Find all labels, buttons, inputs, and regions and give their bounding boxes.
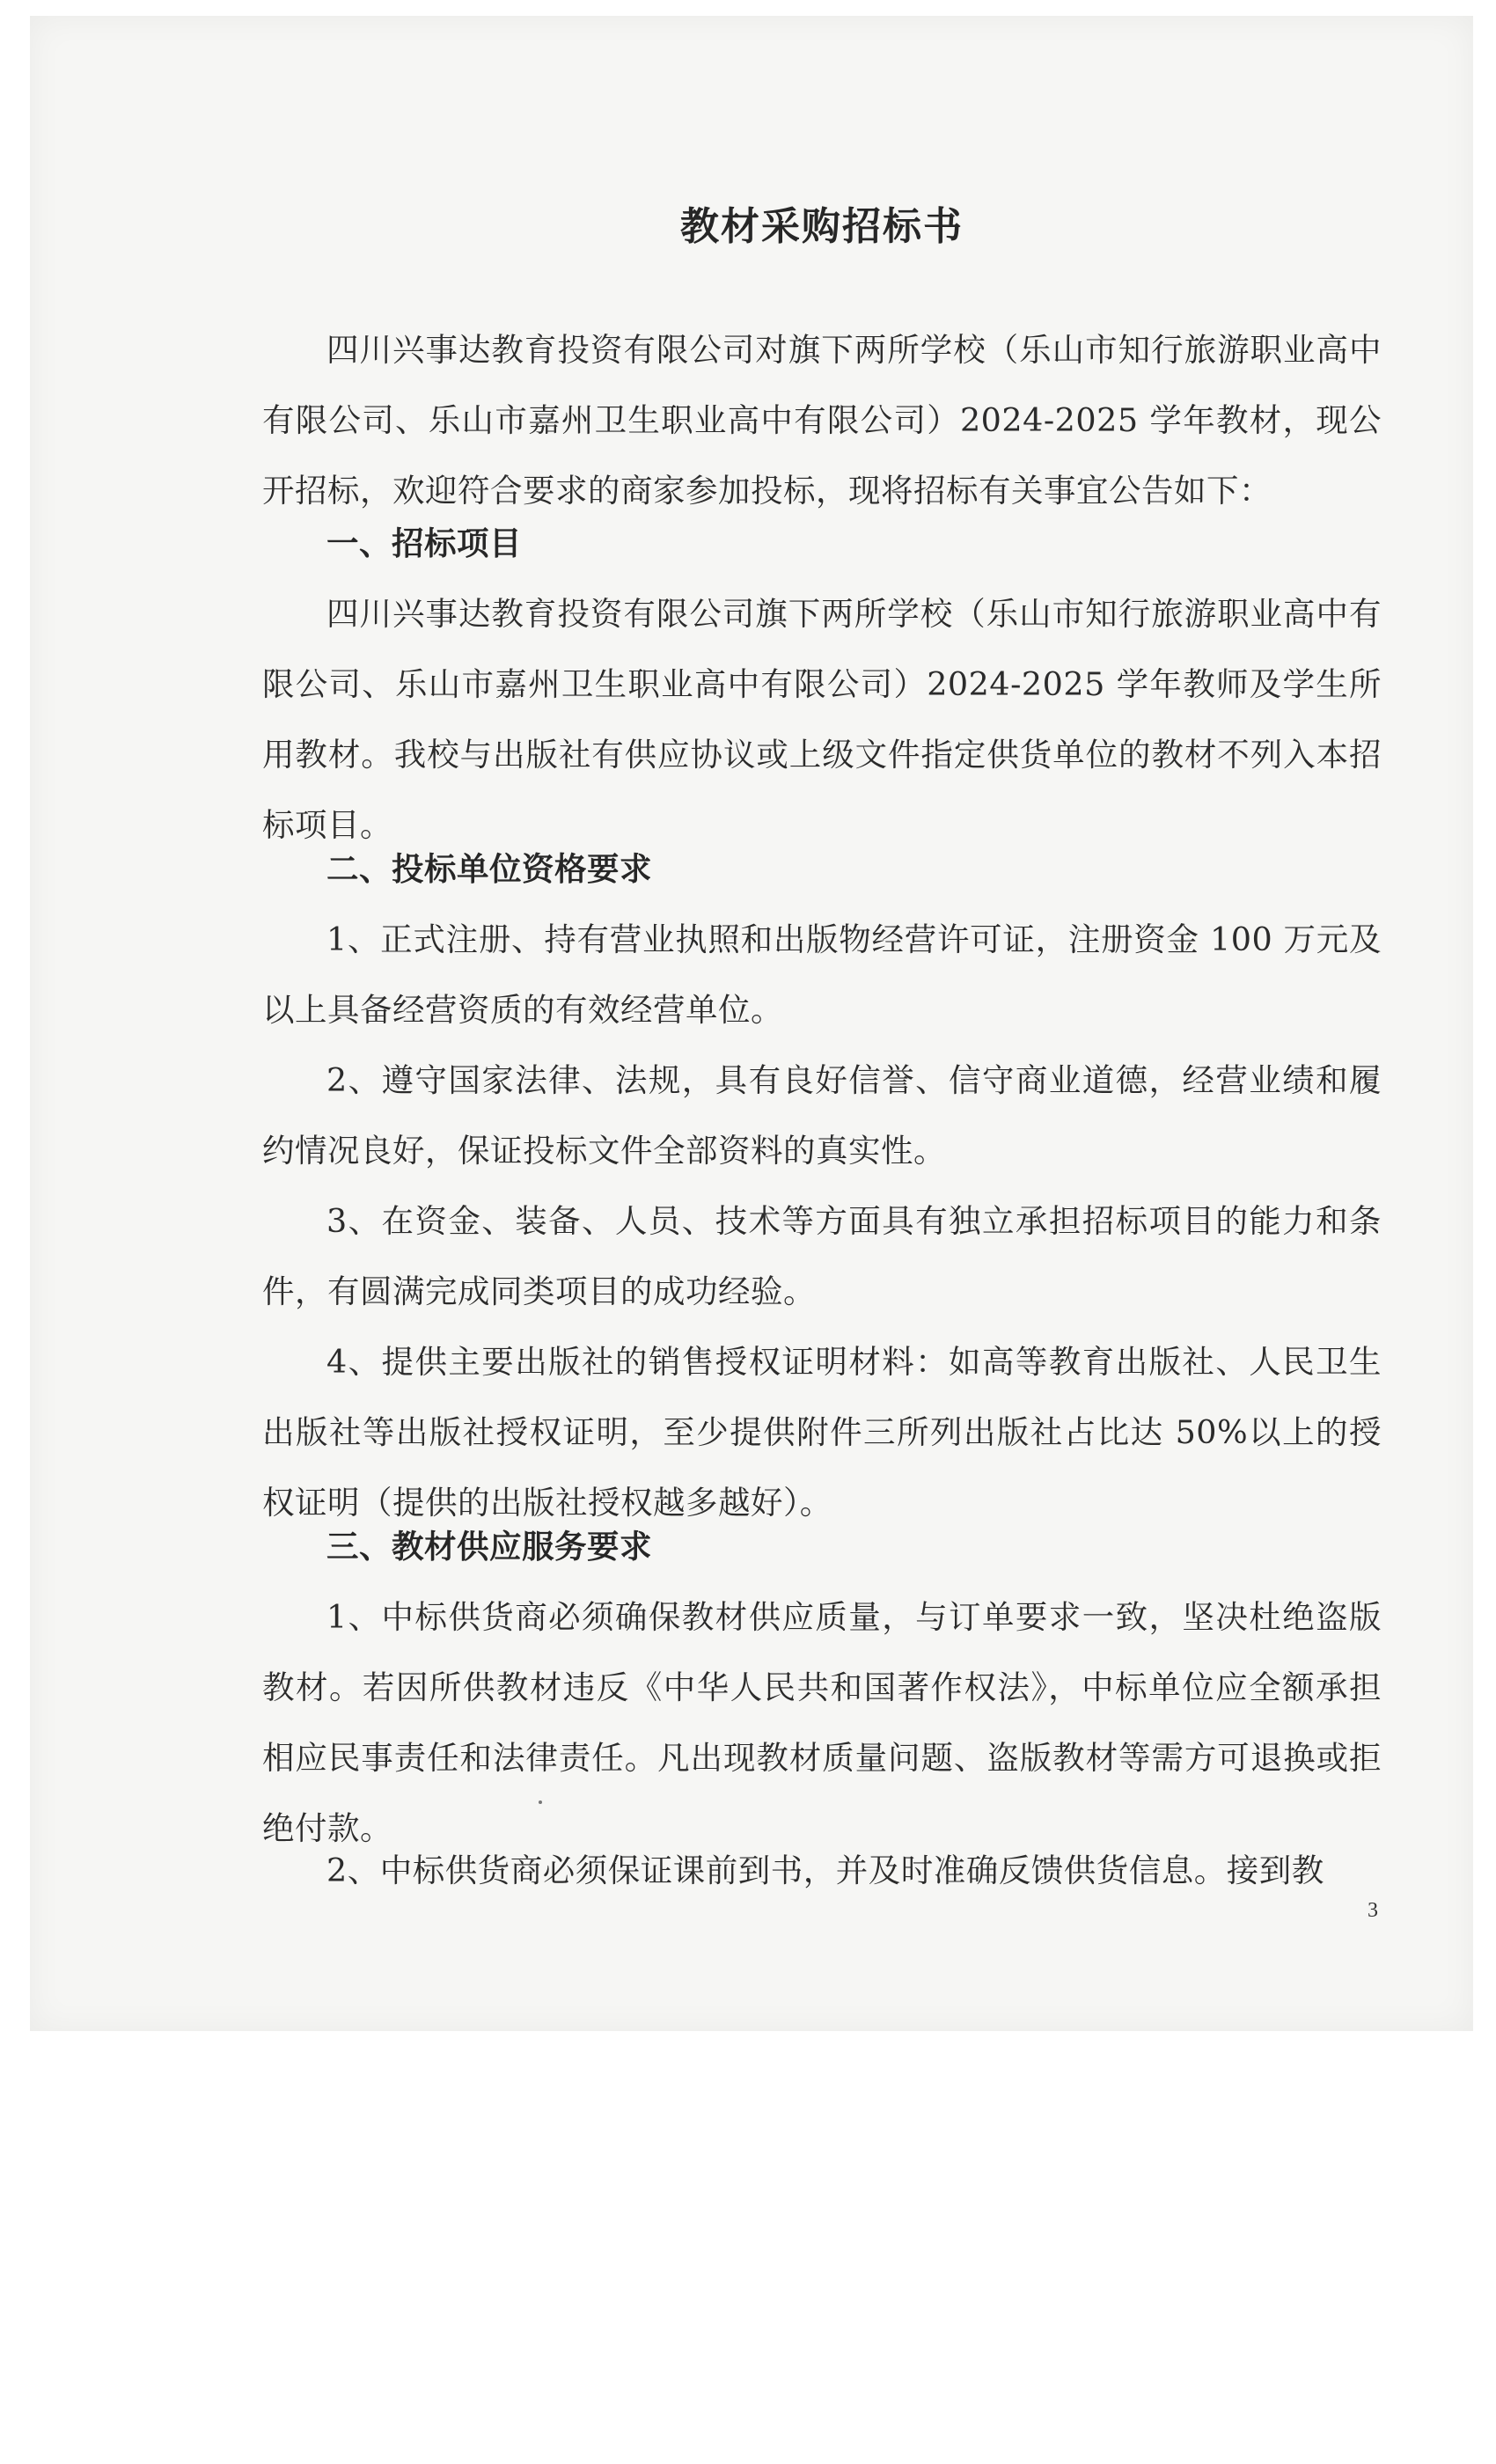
- qualification-item-2: 2、遵守国家法律、法规，具有良好信誉、信守商业道德，经营业绩和履约情况良好，保证投标文件全部资料的真实性。: [262, 1061, 1382, 1170]
- qualification-item-3: 3、在资金、装备、人员、技术等方面具有独立承担招标项目的能力和条件，有圆满完成同类项目的成功经验。: [262, 1202, 1382, 1310]
- service-item-1: 1、中标供货商必须确保教材供应质量，与订单要求一致，坚决杜绝盗版教材。若因所供教材违反《中华人民共和国著作权法》，中标单位应全额承担相应民事责任和法律责任。凡出现教材质量问题、盗版教材等需方可退换或拒绝付款。: [262, 1598, 1382, 1847]
- page-number: 3: [1368, 1899, 1378, 1922]
- intro-paragraph: 四川兴事达教育投资有限公司对旗下两所学校（乐山市知行旅游职业高中有限公司、乐山市嘉州卫生职业高中有限公司）2024-2025 学年教材，现公开招标，欢迎符合要求的商家参加投标，现将招标有关事宜公告如下：: [262, 331, 1382, 510]
- qualification-item-4: 4、提供主要出版社的销售授权证明材料：如高等教育出版社、人民卫生出版社等出版社授权证明，至少提供附件三所列出版社占比达 50%以上的授权证明（提供的出版社授权越多越好）。: [262, 1343, 1382, 1522]
- section-1-body: 四川兴事达教育投资有限公司旗下两所学校（乐山市知行旅游职业高中有限公司、乐山市嘉州卫生职业高中有限公司）2024-2025 学年教师及学生所用教材。我校与出版社有供应协议或上级文件指定供货单位的教材不列入本招标项目。: [262, 595, 1382, 844]
- service-item-2: 2、中标供货商必须保证课前到书，并及时准确反馈供货信息。接到教: [326, 1852, 1324, 1889]
- section-2-heading: 二、投标单位资格要求: [326, 850, 652, 888]
- scanned-page: [30, 16, 1473, 2031]
- document-title: 教材采购招标书: [680, 204, 964, 249]
- section-1-heading: 一、招标项目: [326, 524, 522, 562]
- section-3-heading: 三、教材供应服务要求: [326, 1528, 652, 1566]
- qualification-item-1: 1、正式注册、持有营业执照和出版物经营许可证，注册资金 100 万元及以上具备经营资质的有效经营单位。: [262, 920, 1382, 1029]
- scan-speck: [539, 1800, 542, 1804]
